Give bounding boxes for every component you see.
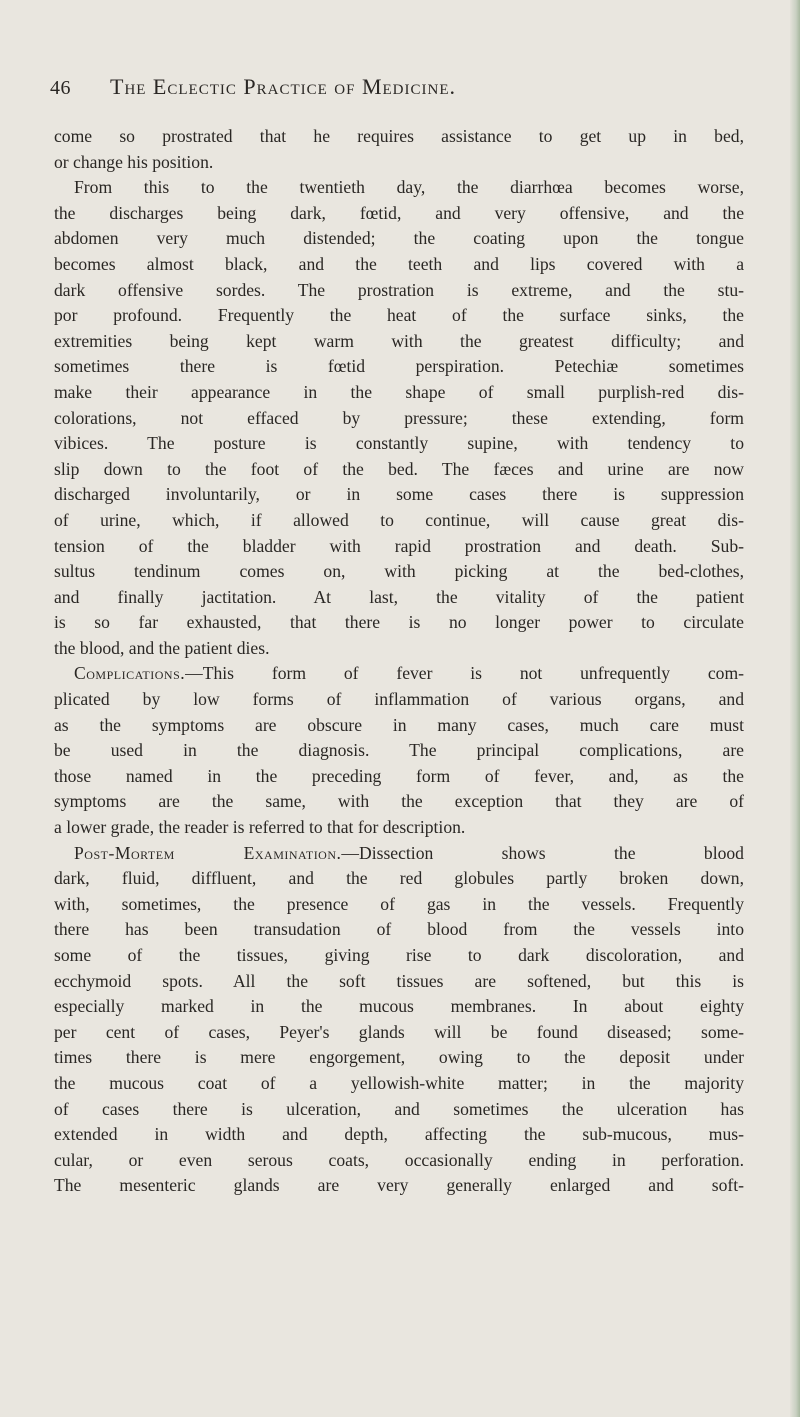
line-text: and finally jactitation. At last, the vitality of the patient bbox=[54, 586, 744, 607]
text-line bbox=[54, 278, 744, 304]
text-line bbox=[54, 226, 744, 252]
line-text: symptoms are the same, with the exception that they are of bbox=[54, 791, 744, 812]
line-text: —This form of fever is not unfrequently com- bbox=[185, 663, 744, 684]
line-text: come so prostrated that he requires assistance to get up in bed, bbox=[54, 126, 744, 146]
text-line bbox=[54, 1173, 744, 1199]
line-text: those named in the preceding form of fever, and, as the bbox=[54, 765, 744, 786]
line-text: colorations, not effaced by pressure; these extending, form bbox=[54, 407, 744, 428]
text-line bbox=[54, 354, 744, 380]
section-heading: Complications. bbox=[74, 663, 186, 684]
line-text: the discharges being dark, fœtid, and very offensive, and the bbox=[54, 202, 744, 223]
text-line bbox=[54, 943, 744, 969]
text-line bbox=[54, 917, 744, 943]
text-line bbox=[54, 815, 744, 841]
text-line bbox=[54, 534, 744, 560]
section-heading: Post-Mortem Examination. bbox=[74, 842, 342, 863]
line-text: some of the tissues, giving rise to dark discoloration, and bbox=[54, 945, 744, 965]
line-text: of cases there is ulceration, and sometimes the ulceration has bbox=[54, 1098, 744, 1119]
line-text: From this to the twentieth day, the diarrhœa becomes worse, bbox=[74, 177, 744, 198]
text-line bbox=[54, 789, 744, 815]
line-text: tension of the bladder with rapid prostration and death. Sub- bbox=[54, 535, 744, 556]
running-title: The Eclectic Practice of Medicine. bbox=[110, 74, 456, 99]
text-line bbox=[54, 841, 744, 867]
line-text: as the symptoms are obscure in many cases, much care must bbox=[54, 714, 744, 735]
text-line bbox=[54, 1097, 744, 1123]
text-line bbox=[54, 431, 744, 457]
text-line bbox=[54, 866, 744, 892]
line-text: vibices. The posture is constantly supine, with tendency to bbox=[54, 433, 744, 454]
text-line bbox=[54, 406, 744, 432]
page-number: 46 bbox=[50, 77, 71, 99]
text-line bbox=[54, 457, 744, 483]
line-text: The mesenteric glands are very generally enlarged and soft- bbox=[54, 1175, 744, 1196]
text-line bbox=[54, 1020, 744, 1046]
line-text: with, sometimes, the presence of gas in the vessels. Frequently bbox=[54, 893, 744, 914]
line-text: the blood, and the patient dies. bbox=[54, 637, 270, 658]
text-line bbox=[54, 610, 744, 636]
line-text: extremities being kept warm with the greatest difficulty; and bbox=[54, 330, 744, 351]
text-line bbox=[54, 482, 744, 508]
line-text: slip down to the foot of the bed. The fæces and urine are now bbox=[54, 458, 744, 479]
text-line bbox=[54, 150, 744, 176]
line-text: be used in the diagnosis. The principal complications, are bbox=[54, 740, 744, 761]
line-text: discharged involuntarily, or in some cases there is suppression bbox=[54, 484, 744, 505]
line-text: a lower grade, the reader is referred to that for description. bbox=[54, 817, 466, 838]
text-line bbox=[54, 661, 744, 687]
text-line bbox=[54, 303, 744, 329]
text-line bbox=[54, 969, 744, 995]
line-text: of urine, which, if allowed to continue, will cause great dis- bbox=[54, 509, 744, 530]
text-line bbox=[54, 1122, 744, 1148]
text-line bbox=[54, 201, 744, 227]
line-text: the mucous coat of a yellowish-white matter; in the majority bbox=[54, 1072, 744, 1093]
text-line bbox=[54, 1071, 744, 1097]
text-line bbox=[54, 687, 744, 713]
line-text: especially marked in the mucous membranes. In about eighty bbox=[54, 996, 744, 1017]
text-line bbox=[54, 738, 744, 764]
line-text: there has been transudation of blood from the vessels into bbox=[54, 919, 744, 940]
line-text: or change his position. bbox=[54, 151, 214, 172]
text-line bbox=[54, 559, 744, 585]
running-header bbox=[50, 74, 750, 100]
line-text: —Dissection shows the blood bbox=[341, 842, 744, 863]
line-text: make their appearance in the shape of small purplish-red dis- bbox=[54, 381, 744, 402]
line-text: is so far exhausted, that there is no longer power to circulate bbox=[54, 612, 744, 633]
text-line bbox=[54, 892, 744, 918]
line-text: extended in width and depth, affecting the sub-mucous, mus- bbox=[54, 1124, 744, 1145]
line-text: dark offensive sordes. The prostration is extreme, and the stu- bbox=[54, 279, 744, 300]
line-text: ecchymoid spots. All the soft tissues are softened, but this is bbox=[54, 970, 744, 991]
text-line bbox=[54, 124, 744, 150]
text-line bbox=[54, 713, 744, 739]
line-text: times there is mere engorgement, owing to the deposit under bbox=[54, 1047, 744, 1068]
line-text: abdomen very much distended; the coating upon the tongue bbox=[54, 228, 744, 249]
line-text: dark, fluid, diffluent, and the red globules partly broken down, bbox=[54, 868, 744, 889]
line-text: cular, or even serous coats, occasionally ending in perforation. bbox=[54, 1149, 744, 1170]
text-line bbox=[54, 508, 744, 534]
body-text bbox=[54, 124, 744, 1199]
line-text: por profound. Frequently the heat of the surface sinks, the bbox=[54, 305, 744, 326]
page-edge bbox=[790, 0, 800, 1417]
line-text: per cent of cases, Peyer's glands will be found diseased; some- bbox=[54, 1021, 744, 1042]
text-line bbox=[54, 764, 744, 790]
text-line bbox=[54, 585, 744, 611]
text-line bbox=[54, 329, 744, 355]
text-line bbox=[54, 1045, 744, 1071]
text-line bbox=[54, 994, 744, 1020]
line-text: plicated by low forms of inflammation of various organs, and bbox=[54, 689, 744, 710]
line-text: becomes almost black, and the teeth and lips covered with a bbox=[54, 253, 744, 274]
text-line bbox=[54, 636, 744, 662]
line-text: sultus tendinum comes on, with picking at the bed-clothes, bbox=[54, 561, 744, 582]
text-line bbox=[54, 380, 744, 406]
text-line bbox=[54, 1148, 744, 1174]
text-line bbox=[54, 175, 744, 201]
text-line bbox=[54, 252, 744, 278]
line-text: sometimes there is fœtid perspiration. Petechiæ sometimes bbox=[54, 356, 744, 377]
